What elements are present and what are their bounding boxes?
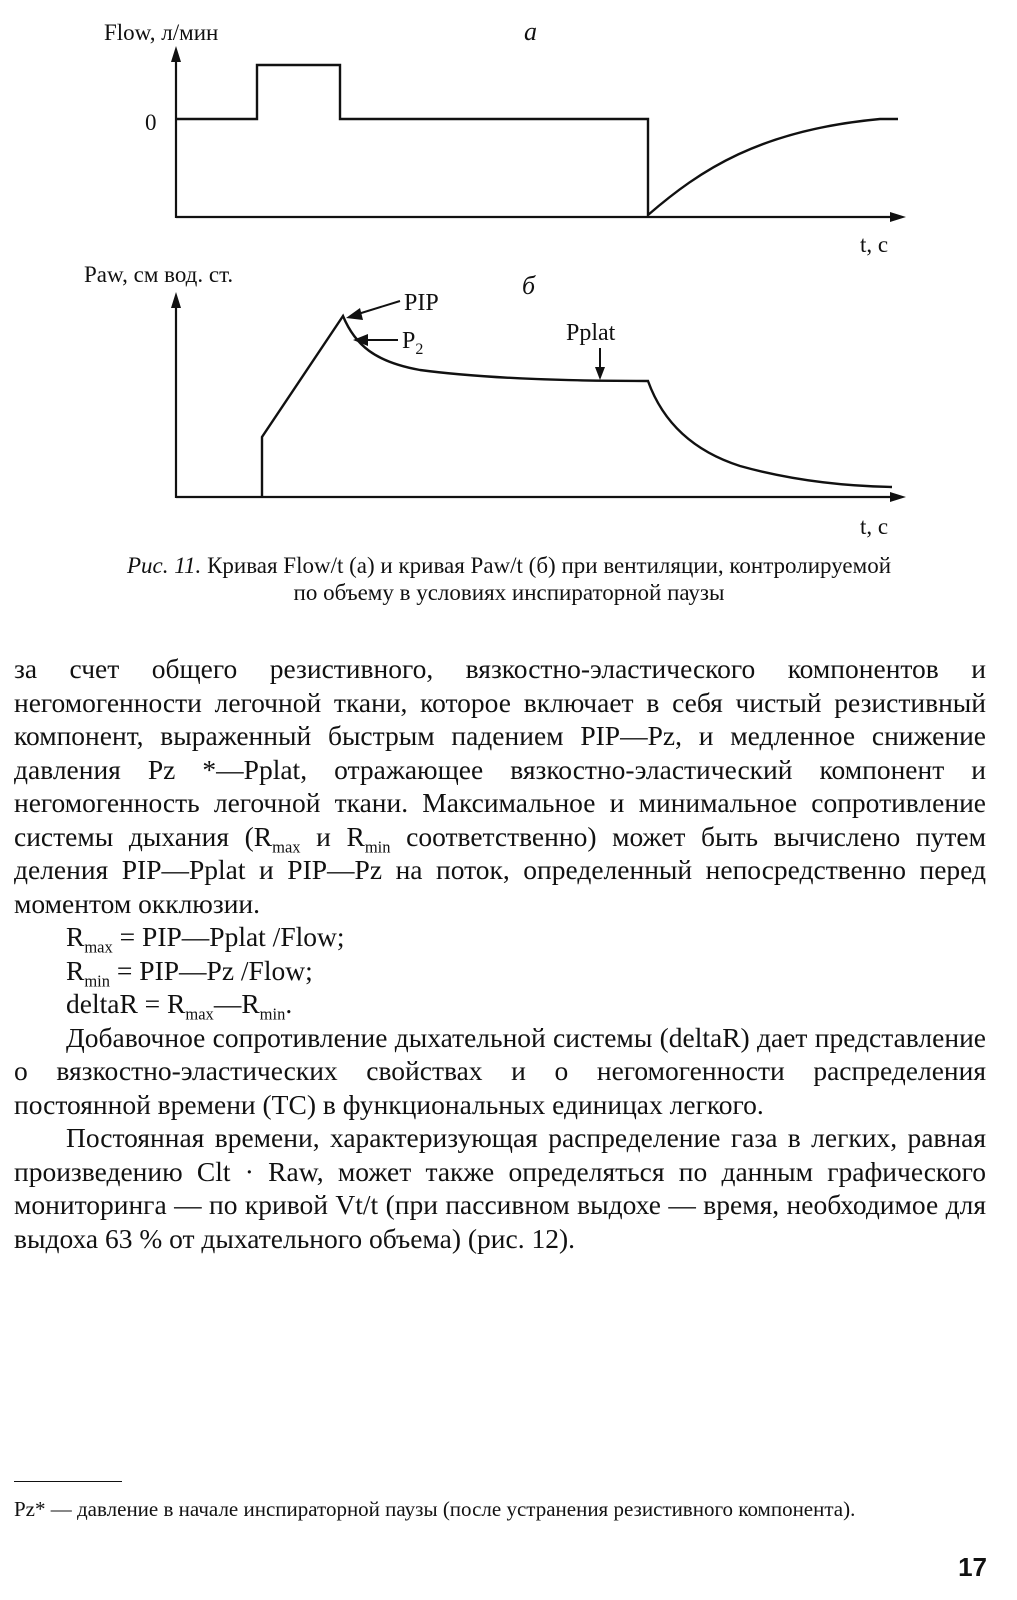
paragraph-1-part-3: соответственно) может быть вычислено путем деления PIP—Pplat и PIP—Pz на поток, определенный непосредственно перед моментом окклюзии. bbox=[14, 820, 987, 919]
formula-deltar bbox=[14, 987, 986, 1024]
paragraph-1 bbox=[14, 652, 986, 920]
formula-deltar-end: . bbox=[285, 988, 293, 1019]
panel-a-y-axis-arrow bbox=[171, 46, 181, 62]
page-number: 17 bbox=[958, 1552, 987, 1582]
panel-b-y-axis-arrow bbox=[171, 292, 181, 308]
formula-deltar-start: deltaR = R bbox=[66, 988, 186, 1019]
panel-a-x-axis-label: t, c bbox=[860, 232, 889, 257]
panel-b-x-axis-arrow bbox=[890, 492, 906, 502]
formula-deltar-sub-max: max bbox=[185, 1004, 214, 1024]
pip-arrow-head bbox=[346, 308, 363, 320]
figure-11 bbox=[0, 0, 1017, 560]
panel-b-y-axis-label: Paw, см вод. ст. bbox=[84, 262, 234, 287]
paragraph-3: Постоянная времени, характеризующая распределение газа в легких, равная произведению Clt · Raw, может также определяться по данным графического мониторинга — по кривой Vt/t (при пассивном выдохе — время, необходимое для выдоха 63 % от дыхательного объема) (рис. 12). bbox=[14, 1122, 986, 1254]
figure-caption bbox=[14, 552, 1004, 606]
body-text bbox=[14, 652, 986, 1255]
panel-a-flow bbox=[104, 17, 906, 257]
formula-rmin-r: R bbox=[66, 954, 85, 986]
pip-arrow-line bbox=[358, 301, 400, 314]
panel-b-pressure bbox=[84, 262, 906, 539]
paragraph-2: Добавочное сопротивление дыхательной системы (deltaR) дает представление о вязкостно-эластических свойствах и о негомогенности распределения постоянной времени (TC) в функциональных единицах легкого. bbox=[14, 1021, 986, 1120]
caption-line-1: Кривая Flow/t (а) и кривая Paw/t (б) при вентиляции, контролируемой bbox=[201, 553, 891, 578]
paragraph-1-sub-min: min bbox=[364, 837, 391, 856]
panel-a-x-axis-arrow bbox=[890, 212, 906, 222]
pip-label: PIP bbox=[404, 290, 439, 316]
panel-b-x-axis-label: t, c bbox=[860, 514, 889, 539]
panel-a-y-axis-label: Flow, л/мин bbox=[104, 20, 219, 45]
formula-rmax-rest: = PIP—Pplat /Flow; bbox=[112, 921, 345, 952]
paragraph-1-sub-max: max bbox=[272, 837, 301, 856]
panel-a-zero-label: 0 bbox=[145, 110, 157, 135]
formula-deltar-mid: —R bbox=[213, 988, 260, 1019]
formula-deltar-sub-min: min bbox=[259, 1004, 286, 1024]
formula-rmin-rest: = PIP—Pz /Flow; bbox=[110, 954, 313, 986]
paragraph-1-part-1: за счет общего резистивного, вязкостно-эластического компонентов и негомогенности легочной ткани, которое включает в себя чистый резистивный компонент, выраженный быстрым падением PIP—Pz, и медленное снижение давления Pz *—Pplat, отражающее вязкостно-эластический компонент и негомогенность легочной ткани. Максимальное и минимальное сопротивление системы дыхания (R bbox=[14, 653, 986, 852]
footnote-rule bbox=[14, 1481, 122, 1482]
formula-rmin-sub: min bbox=[84, 971, 111, 990]
paragraph-1-part-2: и R bbox=[300, 820, 365, 852]
caption-figure-ref: Рис. 11. bbox=[127, 553, 202, 578]
formula-rmax-r: R bbox=[66, 921, 85, 952]
panel-a-letter: a bbox=[524, 17, 537, 46]
formula-rmax bbox=[14, 920, 986, 957]
formula-rmin bbox=[14, 954, 986, 988]
footnote: Pz* — давление в начале инспираторной паузы (после устранения резистивного компонента). bbox=[14, 1497, 856, 1521]
panel-b-letter: б bbox=[522, 271, 536, 300]
p2-label-sub: 2 bbox=[415, 341, 424, 358]
panel-a-flow-curve bbox=[176, 65, 898, 215]
p2-label bbox=[402, 328, 423, 358]
caption-line-2: по объему в условиях инспираторной паузы bbox=[293, 580, 725, 605]
pplat-arrow-head bbox=[595, 367, 605, 380]
formula-rmax-sub: max bbox=[84, 937, 113, 957]
pplat-label: Pplat bbox=[566, 320, 616, 346]
p2-label-main: P bbox=[402, 328, 416, 354]
